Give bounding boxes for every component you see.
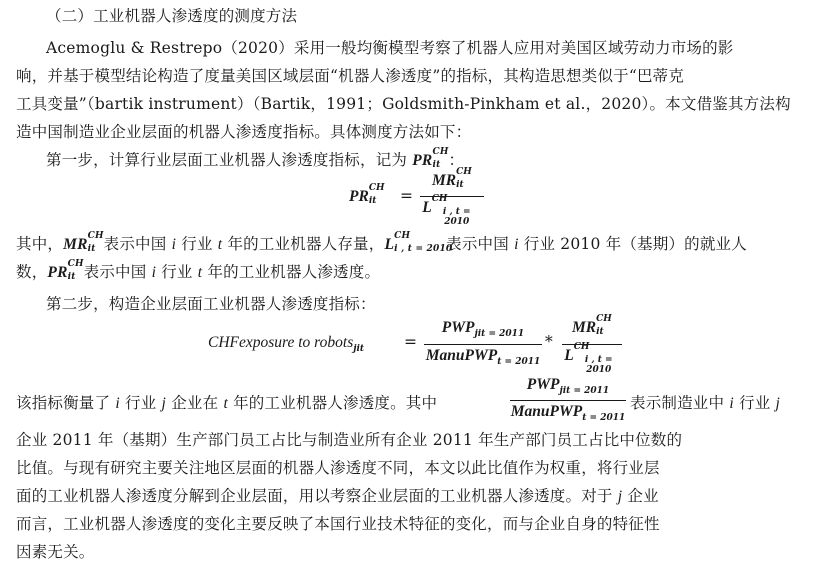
after-equation-line: 该指标衡量了 i 行业 j 企业在 t 年的工业机器人渗透度。其中 — [16, 394, 438, 412]
paragraph-1-line-1: Acemoglu & Restrepo（2020）采用一般均衡模型考察了机器人应用对美国区域劳动力市场的影 — [46, 39, 734, 57]
step-2-line: 第二步，构造企业层面工业机器人渗透度指标： — [46, 295, 376, 313]
paragraph-1-line-4: 造中国制造业企业层面的机器人渗透度指标。具体测度方法如下： — [16, 123, 472, 141]
document-page: （二）工业机器人渗透度的测度方法 Acemoglu & Restrepo（2020）采用一般均衡模型考察了机器人应用对美国区域劳动力市场的影 响，并基于模型结论构造了度量美国区域层面“机器人渗透度”的指标，其构造思想类似于“巴蒂克 工具变量”（bartik instrument）（Bartik，1991；Goldsmith-Pinkham et al.，2020）。本文借鉴其方法构 造中国制造业企业层面的机器人渗透度指标。具体测度方法如下： 第一步，计算行业层面工业机器人渗透度指标，记为 PR CH it ： PR CH it = MR CH it L CH i , t = 2010 其中，MR CH it 表示中国 i 行业 t 年的工业机器人存量，L CH i , t = 2010 表示中国 i 行业 2010 年（基期）的就业人 数，PR CH it 表示中国 i 行业 t 年的工业机器人渗透度。 第二步，构造企业层面工业机器人渗透度指标： CHFexposure to robots$_{jit}$ = $PWP_{jit = 2011}$ ManuPWP$_{t = 2011}$ * MR CH it L CH i , t = 2010 该指标衡量了 i 行业 j 企业在 t 年的工业机器人渗透度。其中 $PWP_{jit = 2011}$ ManuPWP$_{t = 2011}$ 表示制造业中 i 行业 j 企业 2011 年（基期）生产部门员工占比与制造业所有企业 2011 年生产部门员工占比中位数的 比值。与现有研究主要关注地区层面的机器人渗透度不同，本文以此比值作为权重，将行业层 面的工业机器人渗透度分解到企业层面，用以考察企业层面的工业机器人渗透度。对于 j 企业 而言，工业机器人渗透度的变化主要反映了本国行业技术特征的变化，而与企业自身的特征性 因素无关。 — [0, 0, 824, 565]
pr-symbol: PR — [412, 152, 433, 169]
paragraph-1-line-3: 工具变量”（bartik instrument）（Bartik，1991；Goldsmith-Pinkham et al.，2020）。本文借鉴其方法构 — [16, 95, 791, 113]
explanation-line-2: 数，PR CH it 表示中国 i 行业 t 年的工业机器人渗透度。 — [16, 259, 381, 282]
after-equation-tail: 表示制造业中 i 行业 j — [630, 394, 781, 412]
paragraph-1-line-2: 响，并基于模型结论构造了度量美国区域层面“机器人渗透度”的指标，其构造思想类似于“巴蒂克 — [16, 67, 685, 85]
paragraph-3-line-4: 而言，工业机器人渗透度的变化主要反映了本国行业技术特征的变化，而与企业自身的特征性 — [16, 515, 660, 533]
section-heading: （二）工业机器人渗透度的测度方法 — [46, 7, 298, 25]
paragraph-3-line-2: 比值。与现有研究主要关注地区层面的机器人渗透度不同，本文以此比值作为权重，将行业层 — [16, 459, 660, 477]
step-1-line: 第一步，计算行业层面工业机器人渗透度指标，记为 PR CH it ： — [46, 147, 465, 170]
paragraph-3-line-3: 面的工业机器人渗透度分解到企业层面，用以考察企业层面的工业机器人渗透度。对于 j 企业 — [16, 487, 659, 505]
paragraph-3-line-1: 企业 2011 年（基期）生产部门员工占比与制造业所有企业 2011 年生产部门员工占比中位数的 — [16, 431, 683, 449]
step-1-text: 第一步，计算行业层面工业机器人渗透度指标，记为 — [46, 151, 408, 169]
explanation-line-1: 其中，MR CH it 表示中国 i 行业 t 年的工业机器人存量，L CH i , t = 2010 表示中国 i 行业 2010 年（基期）的就业人 — [16, 231, 747, 254]
paragraph-3-line-5: 因素无关。 — [16, 543, 95, 561]
